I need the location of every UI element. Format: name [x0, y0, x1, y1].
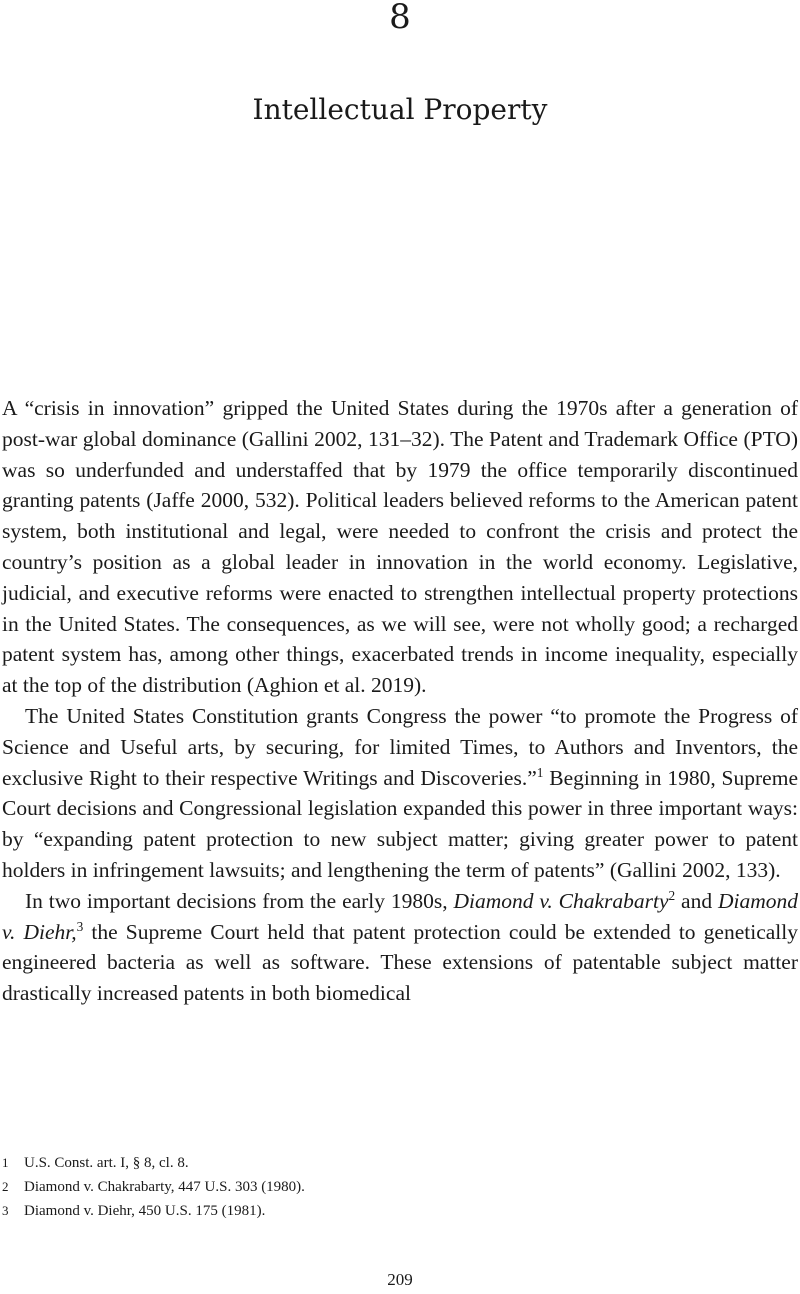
paragraph-3-text-c: the Supreme Court held that patent protection could be extended to genetically engineered bacteria as well as software. These extensions of patentable subject matter drastically increased patents in both biomedical: [2, 919, 798, 1006]
case-name-chakrabarty: Diamond v. Chakrabarty: [453, 888, 669, 913]
chapter-number: 8: [389, 0, 411, 37]
case-name-diehr: Diamond v. Diehr,: [2, 888, 799, 944]
page-number: 209: [387, 1270, 413, 1289]
paragraph-3-text-b: and: [675, 888, 718, 913]
paragraph-2-text-a: The United States Constitution grants Congress the power “to promote the Progress of Science and Useful arts, by securing, for limited Times, to Authors and Inventors, the exclusive Right to their respective Writings and Discoveries.”: [2, 703, 798, 790]
body-text: [2, 393, 798, 1009]
footnote-number: 3: [2, 1203, 9, 1218]
paragraph-2-text-b: Beginning in 1980, Supreme Court decisions and Congressional legislation expanded this power in three important ways: by “expanding patent protection to new subject matter; giving greater power to patent holders in infringement lawsuits; and lengthening the term of patents” (Gallini 2002, 133).: [2, 765, 798, 882]
footnote-ref-1: 1: [536, 764, 544, 780]
footnote-text: Diamond v. Chakrabarty, 447 U.S. 303 (1980).: [24, 1179, 305, 1195]
footnote-number: 1: [2, 1155, 9, 1170]
chapter-title: Intellectual Property: [252, 93, 548, 126]
footnotes: [2, 1151, 702, 1223]
paragraph-2: [2, 701, 798, 886]
footnote-text: Diamond v. Diehr, 450 U.S. 175 (1981).: [24, 1203, 266, 1219]
footnote-ref-2: 2: [668, 887, 676, 903]
footnote: [2, 1199, 702, 1223]
paragraph-3: [2, 886, 798, 1009]
footnote: [2, 1175, 702, 1199]
footnote-text: U.S. Const. art. I, § 8, cl. 8.: [24, 1155, 189, 1171]
footnote-number: 2: [2, 1179, 9, 1194]
paragraph-3-text-a: In two important decisions from the early 1980s,: [25, 888, 454, 913]
paragraph-1: A “crisis in innovation” gripped the United States during the 1970s after a generation of post-war global dominance (Gallini 2002, 131–32). The Patent and Trademark Office (PTO) was so underfunded and understaffed that by 1979 the office temporarily discontinued granting patents (Jaffe 2000, 532). Political leaders believed reforms to the American patent system, both institutional and legal, were needed to confront the crisis and protect the country’s position as a global leader in innovation in the world economy. Legislative, judicial, and executive reforms were enacted to strengthen intellectual property protections in the United States. The consequences, as we will see, were not wholly good; a recharged patent system has, among other things, exacerbated trends in income inequality, especially at the top of the distribution (Aghion et al. 2019).: [2, 396, 798, 698]
footnote: [2, 1151, 702, 1175]
footnote-ref-3: 3: [76, 918, 84, 934]
